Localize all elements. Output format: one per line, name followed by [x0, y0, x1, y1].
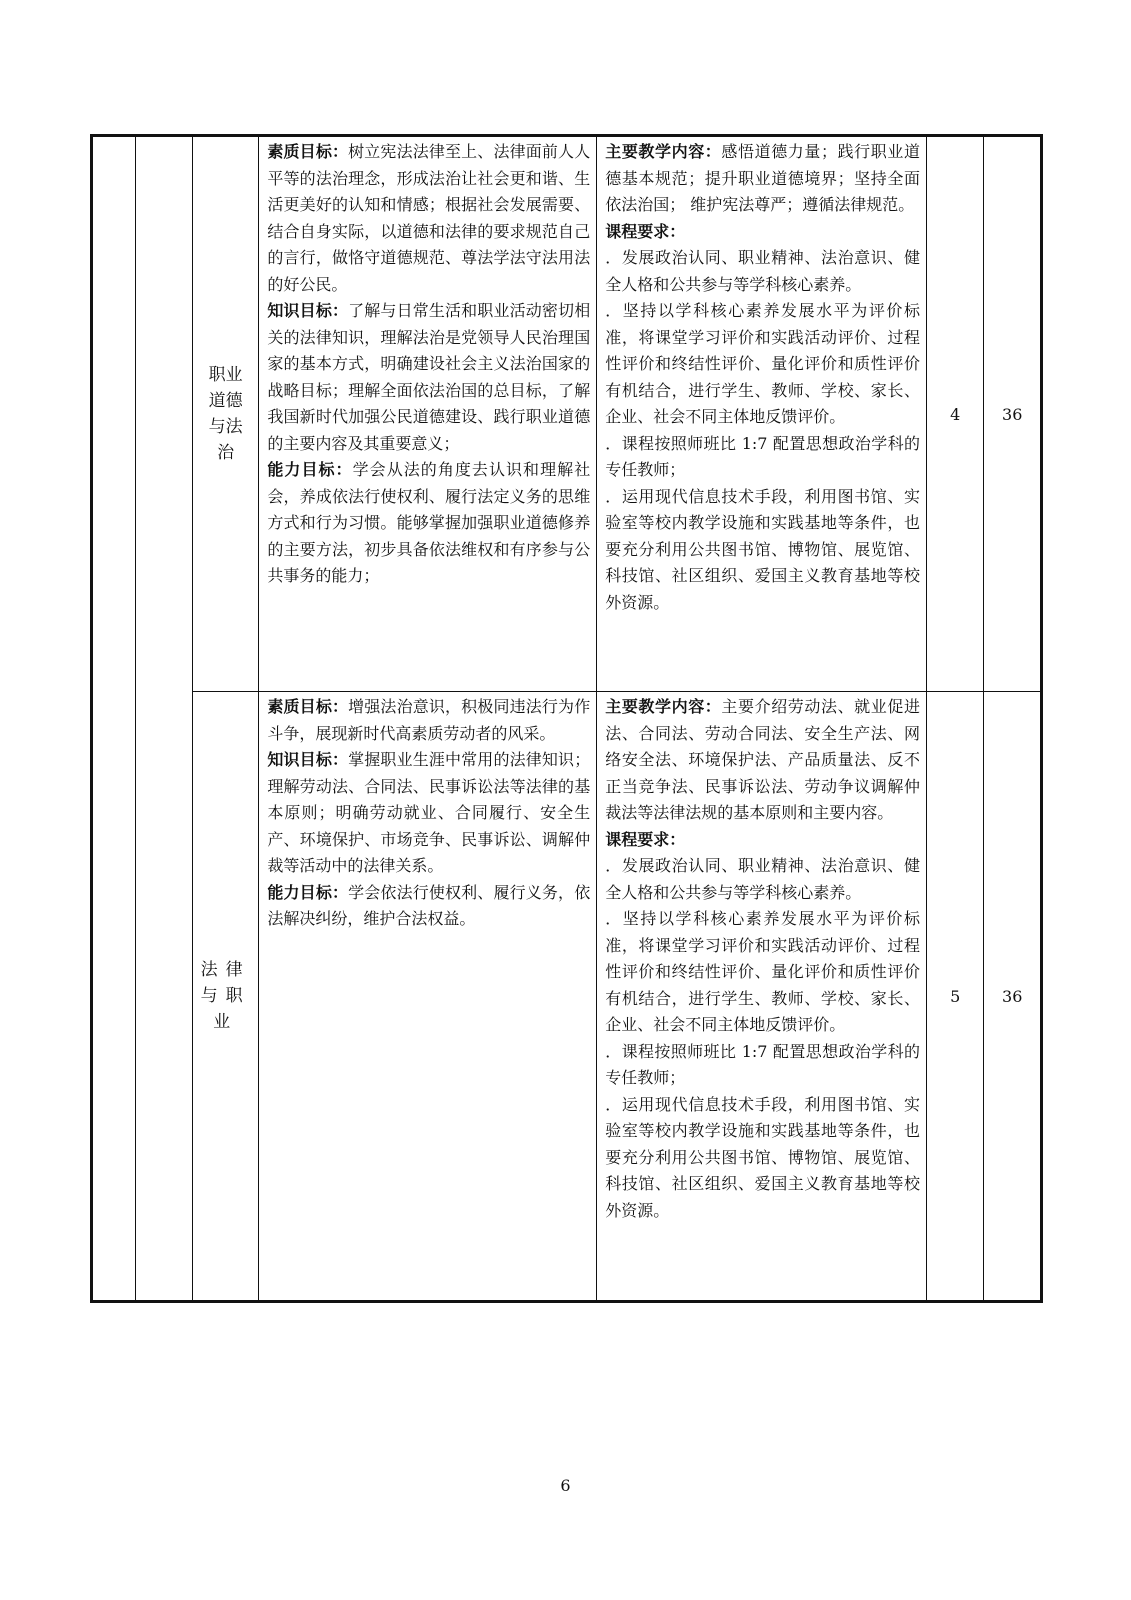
table-row	[92, 136, 1042, 692]
requirement-item: ．发展政治认同、职业精神、法治意识、健全人格和公共参与等学科核心素养。	[605, 248, 920, 294]
requirement-item: ．运用现代信息技术手段，利用图书馆、实验室等校内教学设施和实践基地等条件，也要充分利用公共图书馆、博物馆、展览馆、科技馆、社区组织、爱国主义教育基地等校外资源。	[605, 1094, 920, 1220]
table-row	[92, 692, 1042, 1302]
objective-text: 掌握职业生涯中常用的法律知识；理解劳动法、合同法、民事诉讼法等法律的基本原则；明确劳动就业、合同履行、安全生产、环境保护、市场竞争、民事诉讼、调解仲裁等活动中的法律关系。	[267, 750, 591, 875]
course-name-line: 职业	[208, 365, 243, 385]
objective-label: 能力目标：	[267, 460, 353, 479]
category-cell	[92, 136, 136, 1302]
objective-label: 素质目标：	[267, 697, 349, 716]
content-label: 主要教学内容：	[605, 142, 722, 161]
objectives-cell	[259, 136, 597, 692]
objective-paragraph	[267, 747, 590, 880]
objective-paragraph	[267, 880, 590, 933]
requirements-heading: 课程要求：	[605, 829, 686, 849]
course-name-line: 道德	[208, 391, 243, 411]
objective-text: 了解与日常生活和职业活动密切相关的法律知识，理解法治是党领导人民治理国家的基本方式，明确建设社会主义法治国家的战略目标；理解全面依法治国的总目标，了解我国新时代加强公民道德建设、践行职业道德的主要内容及其重要意义；	[267, 301, 591, 453]
hours-cell: 36	[984, 692, 1042, 1302]
requirement-item: ．坚持以学科核心素养发展水平为评价标准，将课堂学习评价和实践活动评价、过程性评价和终结性评价、量化评价和质性评价有机结合，进行学生、教师、学校、家长、企业、社会不同主体地反馈评价。	[605, 301, 920, 426]
objective-paragraph	[267, 139, 590, 298]
objective-paragraph	[267, 298, 590, 457]
content-paragraph	[605, 694, 920, 827]
subcategory-cell	[136, 136, 192, 1302]
course-name-line: 治	[217, 443, 235, 463]
curriculum-table	[90, 134, 1043, 1303]
requirements-heading: 课程要求：	[605, 221, 686, 241]
content-cell	[597, 136, 927, 692]
requirement-item: ．运用现代信息技术手段，利用图书馆、实验室等校内教学设施和实践基地等条件，也要充分利用公共图书馆、博物馆、展览馆、科技馆、社区组织、爱国主义教育基地等校外资源。	[605, 486, 920, 612]
objective-label: 能力目标：	[267, 882, 349, 902]
content-label: 主要教学内容：	[605, 697, 722, 716]
objective-text: 增强法治意识，积极同违法行为作斗争，展现新时代高素质劳动者的风采。	[267, 697, 591, 743]
objectives-cell	[259, 692, 597, 1302]
content-paragraph	[605, 139, 920, 219]
course-name-line: 与法	[208, 417, 243, 437]
page-number: 6	[560, 1476, 571, 1495]
course-name-line: 与职	[200, 986, 251, 1006]
objective-text: 学会依法行使权利、履行义务，依法解决纠纷，维护合法权益。	[267, 882, 591, 928]
objective-label: 知识目标：	[267, 750, 349, 769]
content-cell	[597, 692, 927, 1302]
requirement-item: ．发展政治认同、职业精神、法治意识、健全人格和公共参与等学科核心素养。	[605, 856, 920, 902]
objective-text: 学会从法的角度去认识和理解社会，养成依法行使权利、履行法定义务的思维方式和行为习惯。能够掌握加强职业道德修养的主要方法，初步具备依法维权和有序参与公共事务的能力；	[267, 460, 591, 585]
course-name-cell	[192, 136, 259, 692]
requirement-item: ．课程按照师班比 1:7 配置思想政治学科的专任教师；	[605, 433, 920, 479]
content-text: 主要介绍劳动法、就业促进法、合同法、劳动合同法、安全生产法、网络安全法、环境保护法、产品质量法、反不正当竞争法、民事诉讼法、劳动争议调解仲裁法等法律法规的基本原则和主要内容。	[605, 697, 920, 822]
requirement-item: ．坚持以学科核心素养发展水平为评价标准，将课堂学习评价和实践活动评价、过程性评价和终结性评价、量化评价和质性评价有机结合，进行学生、教师、学校、家长、企业、社会不同主体地反馈评价。	[605, 909, 920, 1034]
course-name-line: 业	[213, 1012, 239, 1032]
objective-label: 知识目标：	[267, 301, 349, 320]
hours-cell: 36	[984, 136, 1042, 692]
semester-cell: 4	[926, 136, 983, 692]
content-text: 感悟道德力量；践行职业道德基本规范；提升职业道德境界；坚持全面依法治国； 维护宪法尊严；遵循法律规范。	[605, 142, 920, 214]
requirement-item: ．课程按照师班比 1:7 配置思想政治学科的专任教师；	[605, 1041, 920, 1087]
course-name-line: 法律	[200, 960, 251, 980]
semester-cell: 5	[926, 692, 983, 1302]
objective-label: 素质目标：	[267, 142, 349, 161]
objective-text: 树立宪法法律至上、法律面前人人平等的法治理念，形成法治让社会更和谐、生活更美好的认知和情感；根据社会发展需要、结合自身实际，以道德和法律的要求规范自己的言行，做恪守道德规范、尊法学法守法用法的好公民。	[267, 142, 591, 294]
objective-paragraph	[267, 694, 590, 747]
course-name-cell	[192, 692, 259, 1302]
objective-paragraph	[267, 457, 590, 590]
